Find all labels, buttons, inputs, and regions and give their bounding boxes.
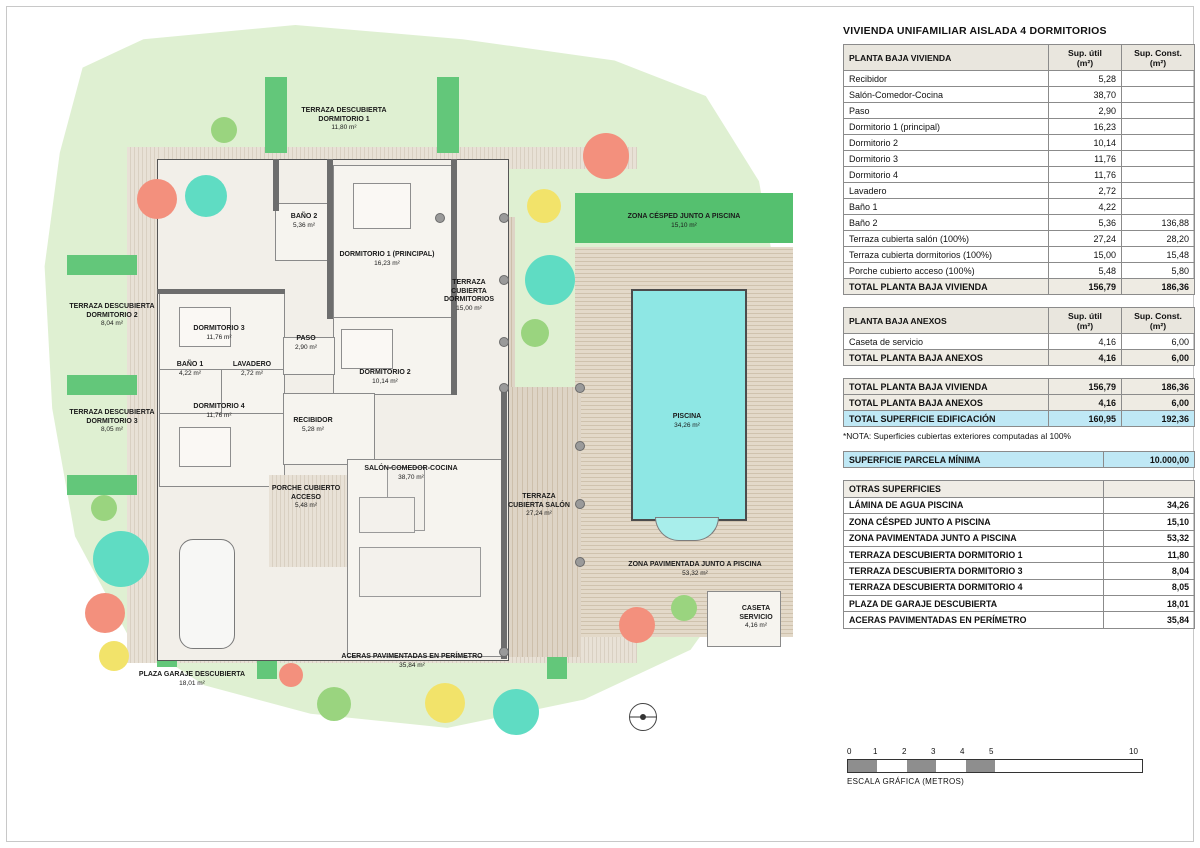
- table-planta-baja-anexos: [843, 307, 1195, 366]
- tree-icon: [527, 189, 561, 223]
- table-row: [844, 119, 1195, 135]
- cell-label: TOTAL SUPERFICIE EDIFICACIÓN: [844, 411, 1049, 427]
- cell-label: Terraza cubierta salón (100%): [844, 231, 1049, 247]
- tree-icon: [671, 595, 697, 621]
- green-strip-1: [265, 77, 287, 153]
- scale-bar: [847, 759, 1143, 773]
- cell-value: 15,10: [1104, 514, 1195, 530]
- table-row: [844, 452, 1195, 468]
- cell-const: 192,36: [1122, 411, 1195, 427]
- green-strip-3: [67, 255, 137, 275]
- cell-label: Dormitorio 1 (principal): [844, 119, 1049, 135]
- cell-const: 6,00: [1122, 334, 1195, 350]
- cell-label: TOTAL PLANTA BAJA VIVIENDA: [844, 279, 1049, 295]
- scale-tick: 2: [902, 747, 907, 756]
- wall-segment: [451, 159, 457, 395]
- col-header-util: Sup. útil (m²): [1049, 45, 1122, 71]
- cell-value: 8,05: [1104, 579, 1195, 595]
- col-header-value: [1104, 481, 1195, 497]
- cell-const: [1122, 103, 1195, 119]
- column-dot: [575, 383, 585, 393]
- table-row: [844, 183, 1195, 199]
- green-strip-5: [67, 475, 137, 495]
- cell-util: 11,76: [1049, 167, 1122, 183]
- scale-caption: ESCALA GRÁFICA (METROS): [847, 777, 965, 786]
- cell-util: 156,79: [1049, 379, 1122, 395]
- cell-const: 28,20: [1122, 231, 1195, 247]
- cell-util: 4,16: [1049, 334, 1122, 350]
- table-total-row: [844, 350, 1195, 366]
- cell-label: Caseta de servicio: [844, 334, 1049, 350]
- table-row: [844, 87, 1195, 103]
- table-superficie-parcela: [843, 451, 1195, 468]
- table-resumen-totales: [843, 378, 1195, 427]
- tree-icon: [185, 175, 227, 217]
- col-header-util: Sup. útil (m²): [1049, 308, 1122, 334]
- cell-label: PLAZA DE GARAJE DESCUBIERTA: [844, 596, 1104, 612]
- table-row: [844, 247, 1195, 263]
- cell-util: 38,70: [1049, 87, 1122, 103]
- room-bano2: [275, 203, 335, 261]
- table-row: [844, 530, 1195, 546]
- column-dot: [499, 213, 509, 223]
- footnote: *NOTA: Superficies cubiertas exteriores computadas al 100%: [843, 431, 1071, 441]
- table-row: [844, 395, 1195, 411]
- label-dormitorio4: DORMITORIO 4 11,76 m²: [193, 403, 245, 419]
- table-row: [844, 71, 1195, 87]
- cell-label: TERRAZA DESCUBIERTA DORMITORIO 1: [844, 546, 1104, 562]
- wall-segment: [273, 159, 279, 211]
- cell-util: 4,16: [1049, 350, 1122, 366]
- cell-const: [1122, 135, 1195, 151]
- furniture-bed: [353, 183, 411, 229]
- cell-const: 6,00: [1122, 395, 1195, 411]
- label-paso: PASO 2,90 m²: [294, 335, 318, 351]
- cell-util: 4,16: [1049, 395, 1122, 411]
- furniture-dining-table: [359, 497, 415, 533]
- cell-util: 16,23: [1049, 119, 1122, 135]
- cell-value: 8,04: [1104, 563, 1195, 579]
- table-row: [844, 215, 1195, 231]
- page-title: VIVIENDA UNIFAMILIAR AISLADA 4 DORMITORIOS: [843, 25, 1107, 37]
- label-zona-pavimentada: ZONA PAVIMENTADA JUNTO A PISCINA 53,32 m²: [628, 561, 762, 577]
- swimming-pool: [631, 289, 747, 521]
- label-recibidor: RECIBIDOR 5,28 m²: [293, 417, 333, 433]
- table-header-row: [844, 481, 1195, 497]
- cell-label: Dormitorio 3: [844, 151, 1049, 167]
- cell-util: 11,76: [1049, 151, 1122, 167]
- tree-icon: [91, 495, 117, 521]
- scale-tick: 5: [989, 747, 994, 756]
- table-row: [844, 199, 1195, 215]
- cell-util: 5,36: [1049, 215, 1122, 231]
- tree-icon: [619, 607, 655, 643]
- label-caseta-servicio: CASETA SERVICIO 4,16 m²: [739, 605, 773, 629]
- table-row: [844, 135, 1195, 151]
- cell-label: LÁMINA DE AGUA PISCINA: [844, 497, 1104, 513]
- cell-label: Baño 2: [844, 215, 1049, 231]
- table-row: [844, 379, 1195, 395]
- label-piscina: PISCINA 34,26 m²: [672, 413, 702, 429]
- cell-label: TOTAL PLANTA BAJA VIVIENDA: [844, 379, 1049, 395]
- tree-icon: [493, 689, 539, 735]
- cell-label: Baño 1: [844, 199, 1049, 215]
- label-bano2: BAÑO 2 5,36 m²: [290, 213, 318, 229]
- col-header-anexo: PLANTA BAJA ANEXOS: [844, 308, 1049, 334]
- table-row: [844, 612, 1195, 628]
- wall-segment: [327, 159, 333, 319]
- cell-util: 160,95: [1049, 411, 1122, 427]
- graphic-scale: [847, 747, 1147, 786]
- green-strip-2: [437, 77, 459, 153]
- cell-label: Porche cubierto acceso (100%): [844, 263, 1049, 279]
- column-dot: [575, 499, 585, 509]
- cell-util: 5,48: [1049, 263, 1122, 279]
- label-salon: SALÓN-COMEDOR-COCINA 38,70 m²: [364, 465, 458, 481]
- tree-icon: [279, 663, 303, 687]
- label-bano1: BAÑO 1 4,22 m²: [176, 361, 204, 377]
- cell-label: ZONA PAVIMENTADA JUNTO A PISCINA: [844, 530, 1104, 546]
- tree-icon: [99, 641, 129, 671]
- cell-label: ACERAS PAVIMENTADAS EN PERÍMETRO: [844, 612, 1104, 628]
- table-row: [844, 514, 1195, 530]
- scale-tick: 3: [931, 747, 936, 756]
- cell-const: 186,36: [1122, 279, 1195, 295]
- drawing-frame: [6, 6, 1194, 842]
- cell-const: [1122, 119, 1195, 135]
- table-row: [844, 596, 1195, 612]
- column-dot: [499, 337, 509, 347]
- wall-segment: [157, 289, 285, 294]
- table-row: [844, 103, 1195, 119]
- col-header-const: Sup. Const. (m²): [1122, 45, 1195, 71]
- col-header-otras: OTRAS SUPERFICIES: [844, 481, 1104, 497]
- table-row: [844, 334, 1195, 350]
- terraza-cubierta-salon-area: [503, 387, 581, 657]
- cell-label: ZONA CÉSPED JUNTO A PISCINA: [844, 514, 1104, 530]
- cell-util: 5,28: [1049, 71, 1122, 87]
- cell-value: 18,01: [1104, 596, 1195, 612]
- table-header-row: [844, 45, 1195, 71]
- cell-label: Paso: [844, 103, 1049, 119]
- cell-label: TERRAZA DESCUBIERTA DORMITORIO 3: [844, 563, 1104, 579]
- tree-icon: [525, 255, 575, 305]
- green-strip-4: [67, 375, 137, 395]
- cell-value: 10.000,00: [1104, 452, 1195, 468]
- scale-ticks: [847, 747, 1143, 759]
- table-header-row: [844, 308, 1195, 334]
- area-schedule-panel: [843, 25, 1195, 629]
- cell-label: SUPERFICIE PARCELA MÍNIMA: [844, 452, 1104, 468]
- table-highlight-row: [844, 411, 1195, 427]
- cell-label: TOTAL PLANTA BAJA ANEXOS: [844, 350, 1049, 366]
- cell-value: 53,32: [1104, 530, 1195, 546]
- wall-segment: [501, 387, 507, 659]
- col-header-const: Sup. Const. (m²): [1122, 308, 1195, 334]
- label-aceras: ACERAS PAVIMENTADAS EN PERÍMETRO 35,84 m²: [341, 653, 483, 669]
- cell-value: 11,80: [1104, 546, 1195, 562]
- cell-label: Dormitorio 4: [844, 167, 1049, 183]
- table-row: [844, 231, 1195, 247]
- column-dot: [435, 213, 445, 223]
- perimeter-walk-left: [127, 147, 161, 663]
- cell-const: [1122, 151, 1195, 167]
- label-terraza-descubierta-d2: TERRAZA DESCUBIERTA DORMITORIO 2 8,04 m²: [69, 303, 155, 327]
- label-terraza-descubierta-d1: TERRAZA DESCUBIERTA DORMITORIO 1 11,80 m²: [301, 107, 387, 131]
- tree-icon: [317, 687, 351, 721]
- column-dot: [575, 441, 585, 451]
- table-row: [844, 167, 1195, 183]
- cell-const: 186,36: [1122, 379, 1195, 395]
- furniture-bed: [341, 329, 393, 369]
- tree-icon: [583, 133, 629, 179]
- cell-value: 34,26: [1104, 497, 1195, 513]
- tree-icon: [425, 683, 465, 723]
- tree-icon: [93, 531, 149, 587]
- cell-label: Salón-Comedor-Cocina: [844, 87, 1049, 103]
- cell-const: [1122, 183, 1195, 199]
- label-lavadero: LAVADERO 2,72 m²: [232, 361, 272, 377]
- table-row: [844, 563, 1195, 579]
- table-row: [844, 263, 1195, 279]
- column-dot: [575, 557, 585, 567]
- cell-label: Dormitorio 2: [844, 135, 1049, 151]
- cell-label: TOTAL PLANTA BAJA ANEXOS: [844, 395, 1049, 411]
- table-row: [844, 579, 1195, 595]
- table-row: [844, 151, 1195, 167]
- scale-tick: 0: [847, 747, 852, 756]
- col-header-room: PLANTA BAJA VIVIENDA: [844, 45, 1049, 71]
- cell-const: 15,48: [1122, 247, 1195, 263]
- cell-label: Terraza cubierta dormitorios (100%): [844, 247, 1049, 263]
- label-terraza-cubierta-salon: TERRAZA CUBIERTA SALÓN 27,24 m²: [508, 493, 570, 517]
- tree-icon: [211, 117, 237, 143]
- label-plaza-garaje: PLAZA GARAJE DESCUBIERTA 18,01 m²: [138, 671, 246, 687]
- cell-const: [1122, 199, 1195, 215]
- cell-value: 35,84: [1104, 612, 1195, 628]
- furniture-sofa: [359, 547, 481, 597]
- label-dormitorio3: DORMITORIO 3 11,76 m²: [193, 325, 245, 341]
- cell-util: 2,72: [1049, 183, 1122, 199]
- scale-tick: 1: [873, 747, 878, 756]
- cell-const: [1122, 87, 1195, 103]
- label-dormitorio1: DORMITORIO 1 (PRINCIPAL) 16,23 m²: [339, 251, 435, 267]
- cell-const: [1122, 167, 1195, 183]
- cell-const: [1122, 71, 1195, 87]
- tree-icon: [521, 319, 549, 347]
- cell-util: 2,90: [1049, 103, 1122, 119]
- table-row: [844, 546, 1195, 562]
- cell-const: 6,00: [1122, 350, 1195, 366]
- north-arrow-icon: [629, 703, 657, 731]
- table-total-row: [844, 279, 1195, 295]
- tree-icon: [137, 179, 177, 219]
- cell-util: 156,79: [1049, 279, 1122, 295]
- scale-tick: 4: [960, 747, 965, 756]
- cell-const: 5,80: [1122, 263, 1195, 279]
- cell-util: 4,22: [1049, 199, 1122, 215]
- label-porche-acceso: PORCHE CUBIERTO ACCESO 5,48 m²: [271, 485, 341, 509]
- cell-util: 27,24: [1049, 231, 1122, 247]
- cell-const: 136,88: [1122, 215, 1195, 231]
- furniture-bed: [179, 427, 231, 467]
- label-zona-cesped: ZONA CÉSPED JUNTO A PISCINA 15,10 m²: [627, 213, 741, 229]
- table-planta-baja-vivienda: [843, 44, 1195, 295]
- table-otras-superficies: [843, 480, 1195, 628]
- cell-label: Lavadero: [844, 183, 1049, 199]
- column-dot: [499, 383, 509, 393]
- cell-label: Recibidor: [844, 71, 1049, 87]
- table-row: [844, 497, 1195, 513]
- cell-label: TERRAZA DESCUBIERTA DORMITORIO 4: [844, 579, 1104, 595]
- label-terraza-descubierta-d3: TERRAZA DESCUBIERTA DORMITORIO 3 8,05 m²: [69, 409, 155, 433]
- label-terraza-cubierta-dormitorios: TERRAZA CUBIERTA DORMITORIOS 15,00 m²: [443, 279, 495, 312]
- cell-util: 15,00: [1049, 247, 1122, 263]
- cell-util: 10,14: [1049, 135, 1122, 151]
- tree-icon: [85, 593, 125, 633]
- label-dormitorio2: DORMITORIO 2 10,14 m²: [359, 369, 411, 385]
- parked-car: [179, 539, 235, 649]
- scale-tick: 10: [1129, 747, 1138, 756]
